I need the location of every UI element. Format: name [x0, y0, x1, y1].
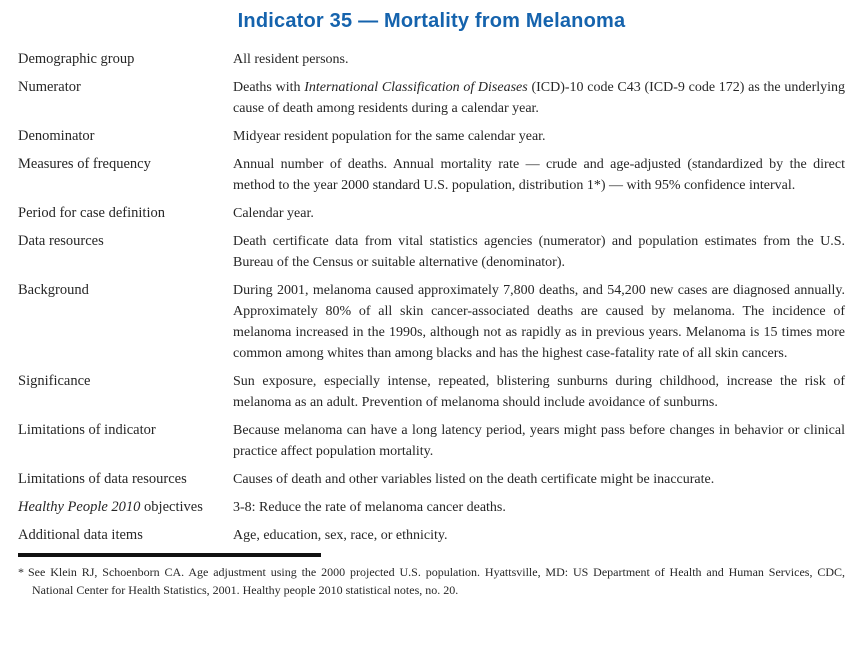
- definition-cell: Calendar year.: [233, 206, 314, 221]
- table-row: [18, 420, 845, 462]
- definition-cell: Sun exposure, especially intense, repeated, blistering sunburns during childhood, increase the risk of melanoma as an adult. Prevention of melanoma should include avoidance of sunburns.: [233, 374, 845, 410]
- table-row: [18, 126, 845, 147]
- definition-cell: Death certificate data from vital statistics agencies (numerator) and population estimates from the U.S. Bureau of the Census or suitable alternative (denominator).: [233, 234, 845, 270]
- term-cell: Numerator: [18, 79, 81, 95]
- footnote-text: See Klein RJ, Schoenborn CA. Age adjustment using the 2000 projected U.S. population. Hyattsville, MD: US Department of Health and Human Services, CDC, National Center for Health Statistics, 2001. Healthy people 2010 statistical notes, no. 20.: [28, 565, 845, 597]
- table-row: [18, 469, 845, 490]
- page-title: Indicator 35 — Mortality from Melanoma: [237, 10, 626, 32]
- footnote-rule: [18, 553, 321, 557]
- definition-cell: 3-8: Reduce the rate of melanoma cancer deaths.: [233, 500, 506, 515]
- table-row: [18, 154, 845, 196]
- definition-cell: Deaths with International Classification of Diseases (ICD)-10 code C43 (ICD-9 code 172) as the underlying cause of death among residents during a calendar year.: [233, 80, 846, 116]
- term-cell: Background: [18, 282, 89, 298]
- definition-cell: Age, education, sex, race, or ethnicity.: [233, 528, 448, 543]
- table-row: [18, 280, 845, 364]
- footnote: [18, 563, 845, 599]
- definition-cell: Because melanoma can have a long latency period, years might pass before changes in behavior or clinical practice affect population mortality.: [233, 423, 845, 459]
- term-cell: Significance: [18, 373, 91, 389]
- term-cell: Period for case definition: [18, 205, 165, 221]
- term-cell: Additional data items: [18, 527, 143, 543]
- table-row: [18, 77, 845, 119]
- table-row: [18, 497, 845, 518]
- term-cell: Denominator: [18, 128, 95, 144]
- definition-cell: All resident persons.: [233, 52, 349, 67]
- table-row: [18, 49, 845, 70]
- term-cell: Healthy People 2010 objectives: [18, 499, 203, 515]
- term-cell: Data resources: [18, 233, 104, 249]
- term-cell: Limitations of indicator: [18, 422, 156, 438]
- definition-cell: Causes of death and other variables listed on the death certificate might be inaccurate.: [233, 472, 715, 487]
- table-row: [18, 231, 845, 273]
- table-row: [18, 525, 845, 546]
- def-table: [18, 49, 845, 546]
- footnote-marker: *: [18, 565, 24, 579]
- definition-cell: Midyear resident population for the same calendar year.: [233, 129, 546, 144]
- term-cell: Demographic group: [18, 51, 135, 67]
- definition-cell: During 2001, melanoma caused approximately 7,800 deaths, and 54,200 new cases are diagnosed annually. Approximately 80% of all skin cancer-associated deaths are caused by melanoma. The incidence of melanoma increased in the 1990s, although not as rapidly as in previous years. Melanoma is 15 times more common among whites than among blacks and has the highest case-fatality rate of all skin cancers.: [233, 283, 845, 361]
- term-cell: Measures of frequency: [18, 156, 151, 172]
- definition-cell: Annual number of deaths. Annual mortality rate — crude and age-adjusted (standardized by the direct method to the year 2000 standard U.S. population, distribution 1*) — with 95% confidence interval.: [233, 157, 845, 193]
- table-row: [18, 371, 845, 413]
- term-cell: Limitations of data resources: [18, 471, 187, 487]
- table-row: [18, 203, 845, 224]
